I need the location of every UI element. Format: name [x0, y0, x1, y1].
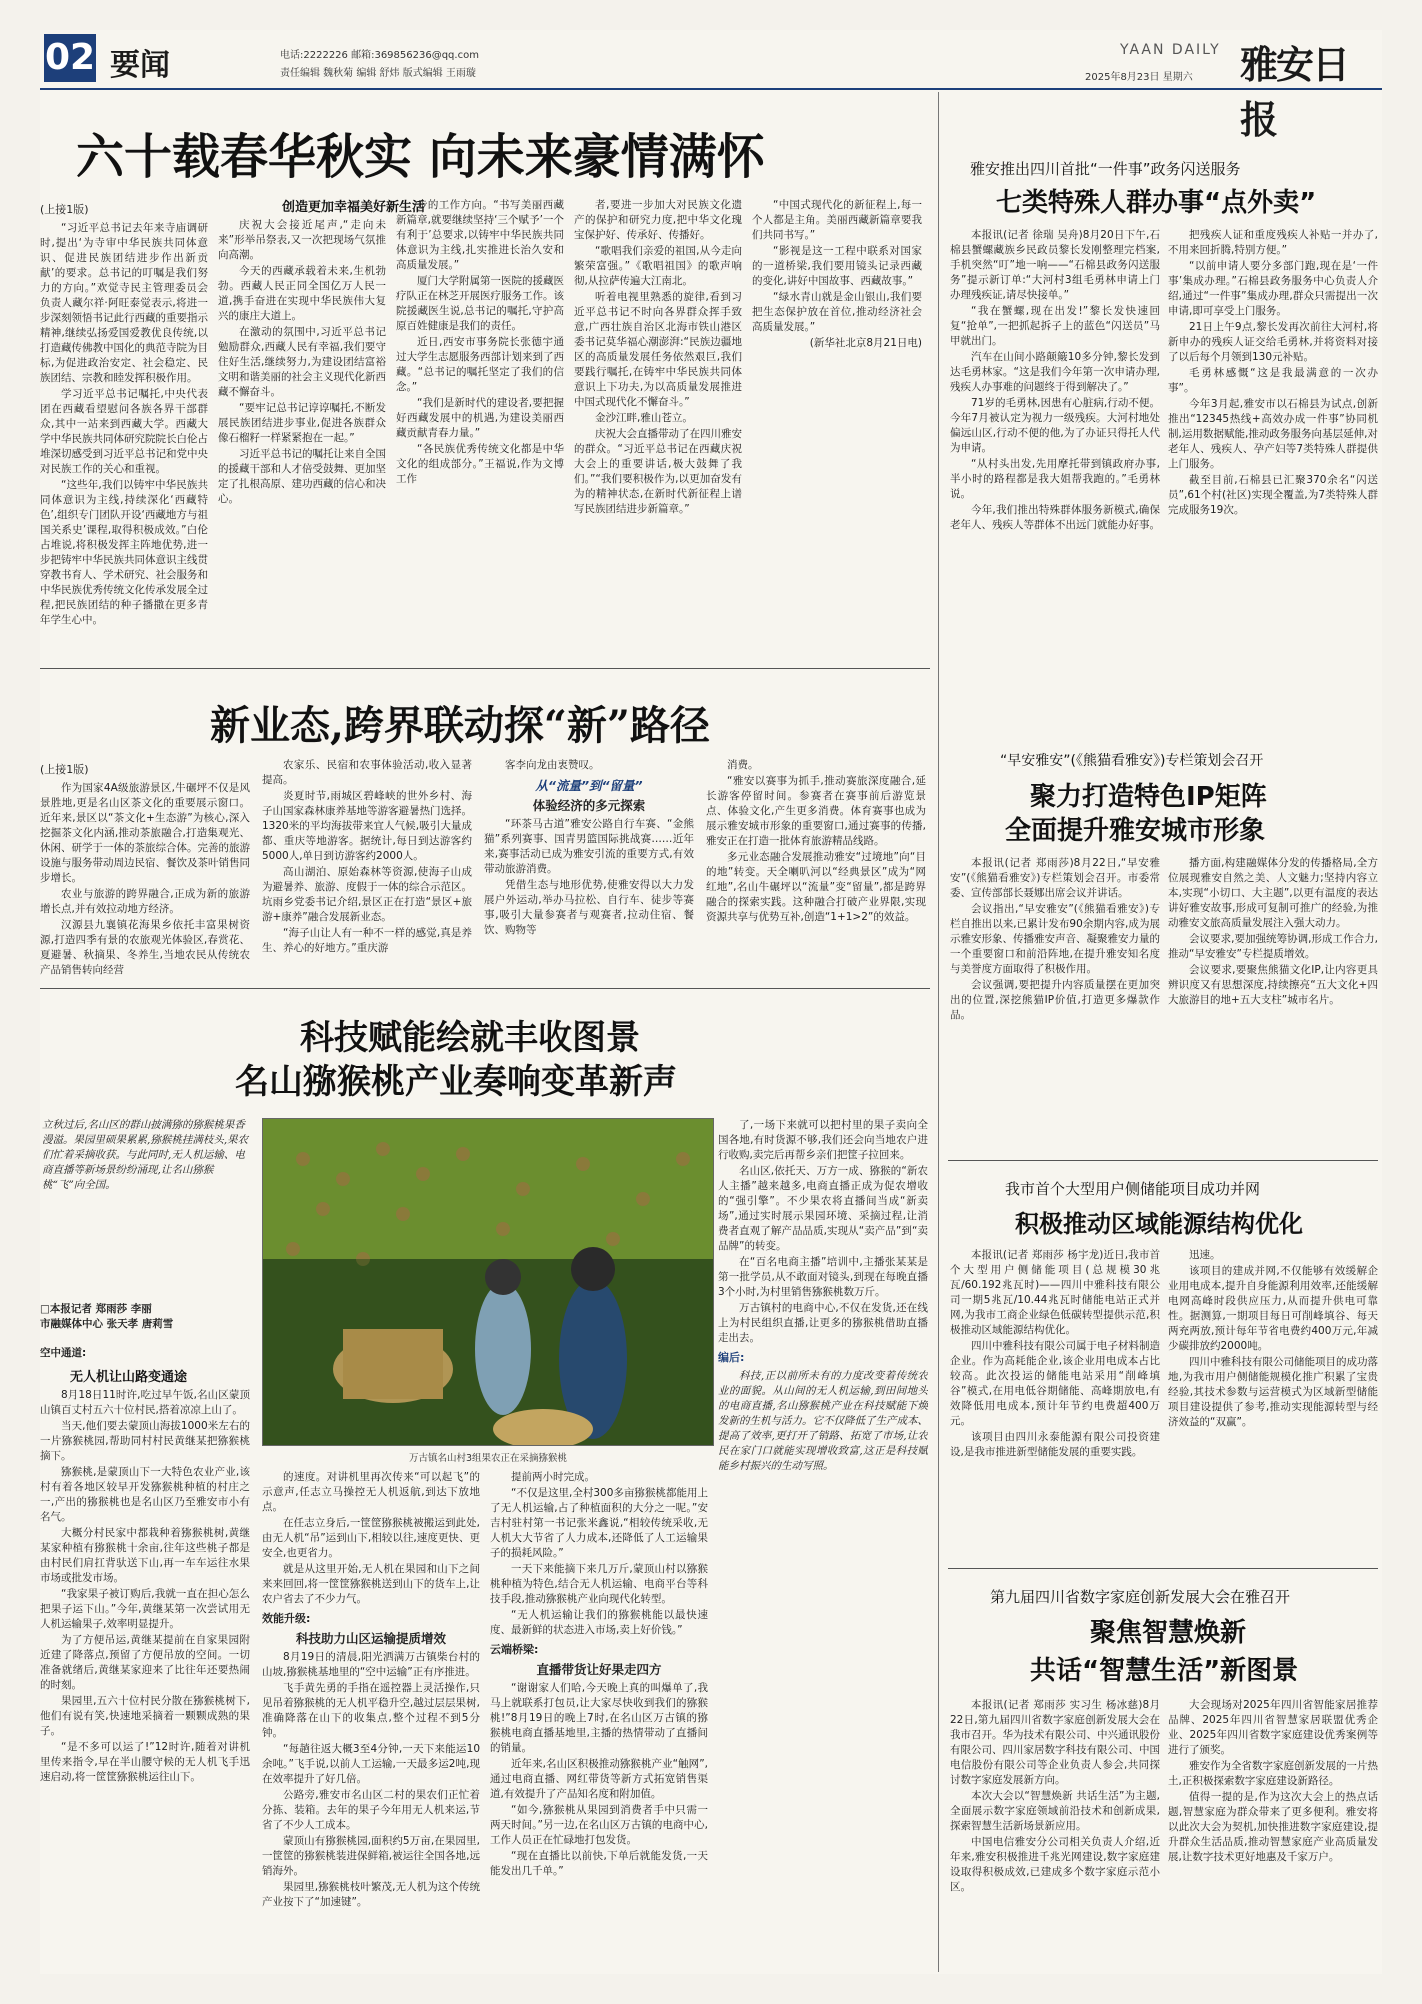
right4-col2 — [1168, 1698, 1378, 1974]
article1-headline: 六十载春华秋实 向未来豪情满怀 — [76, 129, 765, 185]
right1-col1 — [950, 228, 1160, 710]
editor-info: 责任编辑 魏秋菊 编辑 舒炜 版式编辑 王雨璇 — [280, 68, 476, 79]
english-masthead: YAAN DAILY — [1120, 42, 1221, 58]
paragraph: 雅安作为全省数字家庭创新发展的一片热土,正积极探索数字家庭建设新路径。 — [1168, 1760, 1378, 1787]
paragraph: 万古镇村的电商中心,不仅在发货,还在线上为村民组织直播,让更多的猕猴桃借助直播走出去。 — [718, 1302, 928, 1344]
article3-headline1: 科技赋能绘就丰收图景 — [300, 1018, 640, 1058]
paragraph: 学习近平总书记嘱托,中央代表团在西藏看望慰问各族各界干部群众,其中一站来到西藏大学。西藏大学中华民族共同体研究院院长白伦占堆深切感受到习近平总书记和党中央对民族工作的关心和重视。 — [40, 388, 208, 475]
article3-sub1b: 无人机让山路变通途 — [70, 1370, 188, 1385]
paragraph: 该项目由四川永泰能源有限公司投资建设,是我市推进新型储能发展的重要实践。 — [950, 1431, 1160, 1458]
column-divider — [938, 92, 939, 1972]
article1-col2 — [218, 218, 386, 658]
paragraph: 会议要求,要加强统筹协调,形成工作合力,推动“早安雅安”专栏提质增效。 — [1168, 933, 1378, 960]
right2-kicker: “早安雅安”(《熊猫看雅安》)专栏策划会召开 — [1000, 753, 1264, 769]
right1-kicker: 雅安推出四川首批“一件事”政务闪送服务 — [970, 160, 1241, 178]
paragraph: 迅速。 — [1189, 1249, 1221, 1261]
paragraph: “各民族优秀传统文化都是中华文化的组成部分。”王福说,作为文博工作 — [396, 443, 564, 485]
right2-col2 — [1168, 856, 1378, 1146]
paragraph: “中国式现代化的新征程上,每一个人都是主角。美丽西藏新篇章要我们共同书写。” — [752, 199, 922, 241]
subhead-label: 云端桥梁: — [490, 1643, 539, 1656]
paragraph: “谢谢家人们哈,今天晚上真的叫爆单了,我马上就联系打包员,让大家尽快收到我们的猕猴桃!”8月19日的晚上7时,在名山区万古镇的猕猴桃电商直播基地里,主播的热情带动了直播间的销量。 — [490, 1682, 708, 1754]
kiwi-harvest-photo — [262, 1118, 714, 1446]
paragraph: 猕猴桃,是蒙顶山下一大特色农业产业,该村有着各地区较早开发猕猴桃种植的村庄之一,产出的猕猴桃也是名山区乃至雅安市小有名气。 — [40, 1466, 250, 1523]
paragraph: “我们是新时代的建设者,要把握好西藏发展中的机遇,为建设美丽西藏贡献青春力量。” — [396, 397, 564, 439]
paragraph: 毛勇林感慨“这是我最满意的一次办事”。 — [1168, 367, 1378, 394]
section-rule — [40, 668, 930, 669]
page-number: 02 — [44, 34, 96, 82]
article3-col1 — [40, 1388, 250, 1974]
right2-headline1: 聚力打造特色IP矩阵 — [1030, 782, 1267, 812]
paragraph: 在激动的氛围中,习近平总书记勉励群众,西藏人民有幸福,我们要守住好生活,继续努力,为建设团结富裕文明和谐美丽的社会主义现代化新西藏不懈奋斗。 — [218, 326, 386, 398]
paragraph: “歌唱我们亲爱的祖国,从今走向繁荣富强。”《歌唱祖国》的歌声响彻,从拉萨传遍大江南北。 — [574, 245, 742, 287]
paragraph: 果园里,五六十位村民分散在猕猴桃树下,他们有说有笑,快速地采摘着一颗颗成熟的果子。 — [40, 1695, 250, 1737]
article3-sub1 — [40, 1346, 250, 1368]
article3-byline: □本报记者 郑雨莎 李丽 市融媒体中心 张天孝 唐莉雪 — [40, 1303, 174, 1330]
contact-info: 电话:2222226 邮箱:369856236@qq.com — [280, 50, 479, 61]
paragraph: 71岁的毛勇林,因患有心脏病,行动不便。今年7月被认定为视力一级残疾。大河村地处偏远山区,行动不便的他,为了办证只得托人代为申请。 — [950, 397, 1160, 454]
article2-headline: 新业态,跨界联动探“新”路径 — [210, 702, 710, 749]
editor-note: 科技,正以前所未有的力度改变着传统农业的面貌。从山间的无人机运输,到田间地头的电商直播,名山猕猴桃产业在科技赋能下焕发新的生机与活力。它不仅降低了生产成本、提高了效率,更打开了销路、拓宽了市场,让农民在家门口就能实现增收致富,这正是科技赋能乡村振兴的生动写照。 — [718, 1370, 928, 1472]
page-header — [40, 30, 1382, 142]
paragraph: 值得一提的是,作为这次大会上的热点话题,智慧家庭为群众带来了更多便利。雅安将以此次大会为契机,加快推进数字家庭建设,提升群众生活品质,推动智慧家庭产业高质量发展,让数字技术更好地惠及千家万户。 — [1168, 1791, 1378, 1863]
article1-col5 — [752, 198, 922, 658]
paragraph: 名山区,依托天、万方一成、猕猴的“新农人主播”越来越多,电商直播正成为促农增收的“强引擎”。不少果农将直播间当成“新卖场”,通过实时展示果园环境、采摘过程,让消费者直观了解产品品质,实现从“卖产品”到“卖品牌”的转变。 — [718, 1165, 928, 1252]
paragraph: 农业与旅游的跨界融合,正成为新的旅游增长点,并有效拉动地方经济。 — [40, 888, 250, 915]
paragraph: 消费。 — [727, 759, 759, 771]
paragraph: “这些年,我们以铸牢中华民族共同体意识为主线,持续深化‘西藏特色’,组织专门团队开设‘西藏地方与祖国关系史’课程,取得积极成效。”白伦占堆说,将积极发挥主阵地优势,进一步把铸牢中华民族共同体意识主线贯穿教书育人、学术研究、社会服务和中华民族优秀传统文化传承发展全过程,把民族团结的种子播撒在更多青年学生心中。 — [40, 479, 208, 626]
article3-col2 — [262, 1470, 480, 1974]
paragraph: 今年3月起,雅安市以石棉县为试点,创新推出“12345热线+高效办成一件事”协同机制,运用数据赋能,推动政务服务向基层延伸,对老年人、残疾人、孕产妇等7类特殊人群提供上门服务。 — [1168, 398, 1378, 470]
paragraph: “要牢记总书记谆谆嘱托,不断发展民族团结进步事业,促进各族群众像石榴籽一样紧紧抱在一起。” — [218, 402, 386, 444]
article2-col2 — [262, 758, 472, 980]
paragraph: 近年来,名山区积极推动猕猴桃产业“触网”,通过电商直播、网红带货等新方式拓宽销售渠道,有效提升了产品知名度和附加值。 — [490, 1758, 708, 1800]
paragraph: 今年,我们推出特殊群体服务新模式,确保老年人、残疾人等群体不出远门就能办好事。 — [950, 504, 1160, 531]
paragraph: “现在直播比以前快,下单后就能发货,一天能发出几千单。” — [490, 1850, 708, 1877]
paragraph: 庆祝大会直播带动了在四川雅安的群众。“习近平总书记在西藏庆祝大会上的重要讲话,极大鼓舞了我们。”“我们要积极作为,以更加奋发有为的精神状态,在新时代新征程上谱写民族团结进步新篇章。” — [574, 428, 742, 515]
paragraph: “以前申请人要分多部门跑,现在是‘一件事’集成办理。”石棉县政务服务中心负责人介绍,通过“一件事”集成办理,群众只需提出一次申请,即可享受上门服务。 — [1168, 260, 1378, 317]
right3-headline: 积极推动区域能源结构优化 — [1015, 1210, 1303, 1238]
paragraph: 大会现场对2025年四川省智能家居推荐品牌、2025年四川省智慧家居联盟优秀企业、2025年四川省数字家庭建设优秀案例等进行了颁奖。 — [1168, 1699, 1378, 1756]
right2-headline2: 全面提升雅安城市形象 — [1005, 816, 1266, 846]
article2-col1 — [40, 758, 250, 980]
paragraph: 中国电信雅安分公司相关负责人介绍,近年来,雅安积极推进千兆光网建设,数字家庭建设取得积极成效,已建成多个数字家庭示范小区。 — [950, 1836, 1160, 1893]
paragraph: 庆祝大会接近尾声,“走向未来”形举吊祭表,又一次把现场气氛推向高潮。 — [218, 219, 386, 261]
article3-subhead2: 科技助力山区运输提质增效 — [295, 1631, 446, 1646]
right4-kicker: 第九届四川省数字家庭创新发展大会在雅召开 — [990, 1588, 1291, 1606]
paragraph: 本报讯(记者 郑雨莎)8月22日,“早安雅安”(《熊猫看雅安》)专栏策划会召开。市委常委、宣传部部长聂娜出席会议并讲话。 — [950, 857, 1160, 899]
paragraph: 会议强调,要把提升内容质量摆在更加突出的位置,深挖熊猫IP价值,打造更多爆款作品。 — [950, 979, 1160, 1021]
paragraph: 多元业态融合发展推动雅安“过境地”向“目的地”转变。天全喇叭河以“经典景区”成为“网红地”,名山牛碾坪以“流量”变“留量”,都是跨界融合的探索实践。这种融合打破产业界限,实现资源共享与优势互补,创造“1+1>2”的效益。 — [706, 851, 926, 923]
right1-headline: 七类特殊人群办事“点外卖” — [996, 188, 1317, 218]
kiwi-harvest-illustration — [263, 1119, 714, 1446]
paragraph: 四川中雅科技有限公司属于电子材料制造企业。作为高耗能企业,该企业用电成本占比较高。此次投运的储能电站采用“削峰填谷”模式,在用电低谷期储能、高峰期放电,有效降低用电成本,预计年节约电费超400万元。 — [950, 1340, 1160, 1427]
paragraph: “如今,猕猴桃从果园到消费者手中只需一两天时间。”另一边,在名山区万古镇的电商中心,工作人员正在忙碌地打包发货。 — [490, 1804, 708, 1846]
paragraph: 凭借生态与地形优势,使雅安得以大力发展户外运动,举办马拉松、自行车、徒步等赛事,吸引大量参赛者与观赛者,拉动住宿、餐饮、购物等 — [484, 879, 694, 936]
paragraph: 作为国家4A级旅游景区,牛碾坪不仅是风景胜地,更是名山区茶文化的重要展示窗口。近年来,景区以“茶文化+生态游”为核心,深入挖掘茶文化内涵,推动茶旅融合,打造集观光、休闲、研学于一体的茶旅综合体。完善的旅游设施与服务带动周边民宿、餐饮及茶叶销售同步增长。 — [40, 782, 250, 884]
subhead-label: 空中通道: — [40, 1347, 87, 1359]
paragraph: 厦门大学附属第一医院的援藏医疗队正在林芝开展医疗服务工作。该院援藏医生说,总书记的嘱托,守护高原百姓健康是我们的责任。 — [396, 275, 564, 332]
paragraph: 会议要求,要聚焦熊猫文化IP,让内容更具辨识度又有思想深度,持续擦亮“五大文化+四大旅游目的地+五大支柱”城市名片。 — [1168, 964, 1378, 1006]
paragraph: 习近平总书记的嘱托让来自全国的援藏干部和人才倍受鼓舞、更加坚定了扎根高原、建功西藏的信心和决心。 — [218, 448, 386, 505]
article2-col4 — [706, 758, 926, 980]
dateline: (新华社北京8月21日电) — [809, 337, 922, 349]
paragraph: “无人机运输让我们的猕猴桃能以最快速度、最新鲜的状态进入市场,卖上好价钱。” — [490, 1609, 708, 1636]
paragraph: “是不多可以运了!”12时许,随着对讲机里传来指令,早在半山腰守候的无人机飞手迅速启动,将一筐筐猕猴桃运往山下。 — [40, 1741, 250, 1783]
paragraph: 就是从这里开始,无人机在果园和山下之间来来回回,将一筐筐猕猴桃送到山下的货车上,让农户省去了不少力气。 — [262, 1563, 480, 1605]
paragraph: “我在蟹螺,现在出发!”黎长发快速回复“抢单”,一把抓起拆子上的蓝色“闪送员”马甲就出门。 — [950, 305, 1160, 347]
editor-note-label: 编后: — [718, 1351, 745, 1364]
paragraph: 当天,他们要去蒙顶山海拔1000米左右的一片猕猴桃园,帮助同村村民黄继某把猕猴桃摘下。 — [40, 1420, 250, 1462]
subhead-label: 效能升级: — [262, 1612, 311, 1625]
paragraph: 在“百名电商主播”培训中,主播张某某是第一批学员,从不敢面对镜头,到现在每晚直播3个小时,为村里销售猕猴桃数万斤。 — [718, 1256, 928, 1298]
paragraph: 金沙江畔,雅山苍立。 — [595, 412, 693, 424]
article3-col3 — [490, 1470, 708, 1974]
paragraph: 飞手黄先勇的手指在遥控器上灵活操作,只见吊着猕猴桃的无人机平稳升空,越过层层果树,准确降落在山下的收集点,整个过程不到5分钟。 — [262, 1682, 480, 1739]
paragraph: “每趟往返大概3至4分钟,一天下来能运10余吨。”飞手说,以前人工运输,一天最多运2吨,现在效率提升了好几倍。 — [262, 1743, 480, 1785]
paragraph: 大概分村民家中都栽种着猕猴桃树,黄继某家种植有猕猴桃十余亩,往年这些桃子都是由村民们肩扛背驮送下山,再一车车运往水果市场或批发市场。 — [40, 1527, 250, 1584]
paragraph: 会议指出,“早安雅安”(《熊猫看雅安》)专栏自推出以来,已累计发布90余期内容,成为展示雅安形象、传播雅安声音、凝聚雅安力量的一个重要窗口和前沿阵地,在提升雅安知名度与美誉度方面取得了积极作用。 — [950, 903, 1160, 975]
article3-headline2: 名山猕猴桃产业奏响变革新声 — [235, 1062, 677, 1102]
article2-col3 — [484, 758, 694, 980]
paragraph: 近日,西安市事务院长张德宇通过大学生志愿服务西部计划来到了西藏。“总书记的嘱托坚定了我们的信念。” — [396, 336, 564, 393]
right3-col2 — [1168, 1248, 1378, 1558]
paragraph: 者,要进一步加大对民族文化遗产的保护和研究力度,把中华文化瑰宝保护好、传承好、传播好。 — [574, 199, 742, 241]
paragraph: 步的工作方向。“书写美丽西藏新篇章,就要继续坚持‘三个赋予’一个有利于’总要求,以铸牢中华民族共同体意识为主线,扎实推进长治久安和高质量发展。” — [396, 199, 564, 271]
newspaper-page — [40, 30, 1382, 1974]
paragraph: “影视是这一工程中联系对国家的一道桥梁,我们要用镜头记录西藏的变化,讲好中国故事、西藏故事。” — [752, 245, 922, 287]
paragraph: “绿水青山就是金山银山,我们要把生态保护放在首位,推动经济社会高质量发展。” — [752, 291, 922, 333]
newspaper-logo: 雅安日报 — [1240, 42, 1349, 142]
paragraph: 炎夏时节,雨城区碧峰峡的世外乡村、海子山国家森林康养基地等游客避暑热门选择。1320米的平均海拔带来宜人气候,吸引大量成都、重庆等地游客。据统计,每日到达游客约5000人,单日到访游客约2000人。 — [262, 790, 472, 862]
paragraph: “我家果子被订购后,我就一直在担心怎么把果子运下山。”今年,黄继某第一次尝试用无人机运输果子,效率明显提升。 — [40, 1588, 250, 1630]
article1-col4 — [574, 198, 742, 658]
article1-lead: (上接1版) — [40, 203, 89, 216]
article1-subhead: 创造更加幸福美好新生活 — [282, 200, 426, 215]
paragraph: “环茶马古道”雅安公路自行车赛、“金熊猫”系列赛事、国青男篮国际挑战赛……近年来,赛事活动已成为雅安引流的重要方式,有效带动旅游消费。 — [484, 818, 694, 875]
paragraph: “海子山让人有一种不一样的感觉,真是养生、养心的好地方。”重庆游 — [262, 927, 472, 954]
paragraph: 公路旁,雅安市名山区二村的果农们正忙着分拣、装箱。去年的果子今年用无人机来运,节省了不少人工成本。 — [262, 1789, 480, 1831]
paragraph: 听着电视里熟悉的旋律,看到习近平总书记不时向各界群众挥手致意,广西壮族自治区北海市铁山港区委书记莫华福心潮澎湃:“民族边疆地区的高质量发展任务依然艰巨,我们要践行嘱托,在铸牢中华民族共同体意识上下功夫,为以高质量发展推进中国式现代化不懈奋斗。” — [574, 291, 742, 408]
paragraph: 汉源县九襄镇花海果乡依托丰富果树资源,打造四季有景的农旅观光体验区,春赏花、夏避暑、秋摘果、冬养生,当地农民从传统农产品销售转向经营 — [40, 919, 250, 976]
paragraph: 21日上午9点,黎长发再次前往大河村,将新申办的残疾人证交给毛勇林,并将资料对接了以后每个月领到130元补贴。 — [1168, 321, 1378, 363]
paragraph: “习近平总书记去年来寺庙调研时,提出‘为寺审中华民族共同体意识、促进民族团结进步作出新贡献’的要求。总书记的叮嘱是我们努力的方向。”欢觉寺民主管理委员会负责人藏尔祥·阿旺泰觉表示,将进一步深刻领悟书记此行西藏的重要指示精神,继续弘扬爱国爱教优良传统,以打造藏传佛教中国化的典范寺院为目标,为促进政治安定、社会稳定、民族团结、宗教和睦发挥积极作用。 — [40, 222, 208, 384]
article2-lead: (上接1版) — [40, 763, 89, 776]
right4-col1 — [950, 1698, 1160, 1974]
article1-col1 — [40, 198, 208, 658]
paragraph: “雅安以赛事为抓手,推动赛旅深度融合,延长游客停留时间。参赛者在赛事前后游览景点、体验文化,产生更多消费。体育赛事也成为展示雅安城市形象的重要窗口,通过赛事的传播,雅安正在打造一批体育旅游精品线路。 — [706, 775, 926, 847]
paragraph: 高山湖泊、原始森林等资源,使海子山成为避暑养、旅游、度假于一体的综合示范区。坑雨乡党委书记介绍,景区正在打造“景区+旅游+康养”融合发展新业态。 — [262, 866, 472, 923]
right4-headline1: 聚焦智慧焕新 — [1090, 1618, 1247, 1648]
paragraph: 8月18日11时许,吃过早午饭,名山区蒙顶山镇百丈村五六十位村民,搭着凉凉上山了。 — [40, 1389, 250, 1416]
paragraph: “不仅是这里,全村300多亩猕猴桃都能用上了无人机运输,占了种植面积的大分之一呢。”安吉村驻村第一书记张米鑫说,“相较传统采收,无人机大大节省了人力成本,还降低了人工运输果子的损耗风险。” — [490, 1487, 708, 1559]
paragraph: 本报讯(记者 郑雨莎 实习生 杨冰慈)8月22日,第九届四川省数字家庭创新发展大会在我市召开。华为技术有限公司、中兴通讯股份有限公司、四川家居数字科技有限公司、中国电信股份有限公司等企业负责人参会,共同探讨数字家庭发展新方向。 — [950, 1699, 1160, 1786]
section-rule — [948, 1568, 1378, 1569]
paragraph: 8月19日的清晨,阳光洒满万古镇柴台村的山坡,猕猴桃基地里的“空中运输”正有序推进。 — [262, 1651, 480, 1678]
paragraph: 四川中雅科技有限公司储能项目的成功落地,为我市用户侧储能规模化推广积累了宝贵经验,其技术参数与运营模式为区域新型储能项目建设提供了参考,推动实现能源转型与经济效益的“双赢”。 — [1168, 1356, 1378, 1428]
paragraph: 截至目前,石棉县已汇聚370余名“闪送员”,61个村(社区)实现全覆盖,为7类特殊人群完成服务19次。 — [1168, 474, 1378, 516]
article3-col4 — [718, 1118, 928, 1974]
article1-col3 — [396, 198, 564, 658]
paragraph: 一天下来能摘下来几万斤,蒙顶山村以猕猴桃种植为特色,结合无人机运输、电商平台等科技手段,推动猕猴桃产业向现代化转型。 — [490, 1563, 708, 1605]
section-rule — [40, 988, 930, 989]
paragraph: 汽车在山间小路颠簸10多分钟,黎长发到达毛勇林家。“这是我们今年第一次申请办理,残疾人办事难的问题终于得到解决了。” — [950, 351, 1160, 393]
photo-caption: 万古镇名山村3组果农正在采摘猕猴桃 — [408, 1453, 568, 1464]
article2-subhead: 从“流量”到“留量” — [535, 778, 643, 793]
section-title: 要闻 — [110, 48, 170, 83]
paragraph: 在任志立身后,一筐筐猕猴桃被搬运到此处,由无人机“吊”运到山下,相较以往,速度更快、更安全,也更省力。 — [262, 1517, 480, 1559]
paragraph: 农家乐、民宿和农事体验活动,收入显著提高。 — [262, 759, 472, 786]
paragraph: 客李向龙由衷赞叹。 — [505, 759, 600, 771]
right3-col1 — [950, 1248, 1160, 1558]
paragraph: 把残疾人证和重度残疾人补贴一并办了,不用来回折腾,特别方便。” — [1168, 229, 1378, 256]
issue-date: 2025年8月23日 星期六 — [1085, 72, 1193, 83]
paragraph: 提前两小时完成。 — [511, 1471, 595, 1483]
paragraph: 本次大会以“智慧焕新 共话生活”为主题,全面展示数字家庭领域前沿技术和创新成果,探索智慧生活新场景新应用。 — [950, 1790, 1160, 1832]
right2-col1 — [950, 856, 1160, 1146]
paragraph: 今天的西藏承载着未来,生机勃勃。西藏人民正同全国亿万人民一道,携手奋进在实现中华民族伟大复兴的康庄大道上。 — [218, 265, 386, 322]
right1-col2 — [1168, 228, 1378, 710]
paragraph: 果园里,猕猴桃枝叶繁茂,无人机为这个传统产业按下了“加速键”。 — [262, 1881, 480, 1908]
article3-subhead3: 直播带货让好果走四方 — [536, 1662, 662, 1677]
paragraph: 的速度。对讲机里再次传来“可以起飞”的示意声,任志立马操控无人机返航,到达下放地点。 — [262, 1471, 480, 1513]
right4-headline2: 共话“智慧生活”新图景 — [1030, 1656, 1299, 1686]
section-rule — [948, 1160, 1378, 1161]
right3-kicker: 我市首个大型用户侧储能项目成功并网 — [1005, 1180, 1261, 1198]
article2-subhead2: 体验经济的多元探索 — [532, 798, 646, 813]
paragraph: “从村头出发,先用摩托带到镇政府办事,半小时的路程都是我大姐帮我跑的。”毛勇林说。 — [950, 458, 1160, 500]
article3-lead: 立秋过后,名山区的群山披满猕的猕猴桃果香漫溢。果园里硕果累累,猕猴桃挂满枝头,果农们忙着采摘收获。与此同时,无人机运输、电商直播等新场景纷纷涌现,让名山猕猴桃“飞”向全国。 — [42, 1119, 249, 1191]
paragraph: 播方面,构建融媒体分发的传播格局,全方位展现雅安自然之美、人文魅力;坚持内容立本,实现“小切口、大主题”,以更有温度的表达讲好雅安故事,形成可复制可推广的经验,为推动雅安文旅高质量发展注入强大动力。 — [1168, 857, 1378, 929]
paragraph: 该项目的建成并网,不仅能够有效缓解企业用电成本,提升自身能源利用效率,还能缓解电网高峰时段供应压力,从而提升供电可靠性。据测算,一期项目每日可削峰填谷、每天两充两放,预计每年节省电费约400万元,年减少碳排放约2000吨。 — [1168, 1265, 1378, 1352]
paragraph: 本报讯(记者 徐瑞 吴舟)8月20日下午,石棉县蟹螺藏族乡民政员黎长发刚整理完档案,手机突然“叮”地一响——“石棉县政务闪送服务”提示新订单:“大河村3组毛勇林申请上门办理残疾证,请尽快接单。” — [950, 229, 1160, 301]
paragraph: 了,一场下来就可以把村里的果子卖向全国各地,有时货源不够,我们还会向当地农户进行收购,卖完后再帮乡亲们把筐子拉回来。 — [718, 1119, 928, 1161]
paragraph: 本报讯(记者 郑雨莎 杨宇龙)近日,我市首个大型用户侧储能项目(总规模30兆瓦/60.192兆瓦时)——四川中雅科技有限公司一期5兆瓦/10.44兆瓦时储能电站正式并网,为我市工商企业绿色低碳转型提供示范,积极推动区域能源结构优化。 — [950, 1249, 1160, 1336]
paragraph: 为了方便吊运,黄继某提前在自家果园附近建了降落点,预留了方便吊放的空间。一切准备就绪后,黄继某家迎来了比往年还要热闹的时刻。 — [40, 1634, 250, 1691]
paragraph: 蒙顶山有猕猴桃园,面积约5万亩,在果园里,一筐筐的猕猴桃装进保鲜箱,被运往全国各地,远销海外。 — [262, 1835, 480, 1877]
